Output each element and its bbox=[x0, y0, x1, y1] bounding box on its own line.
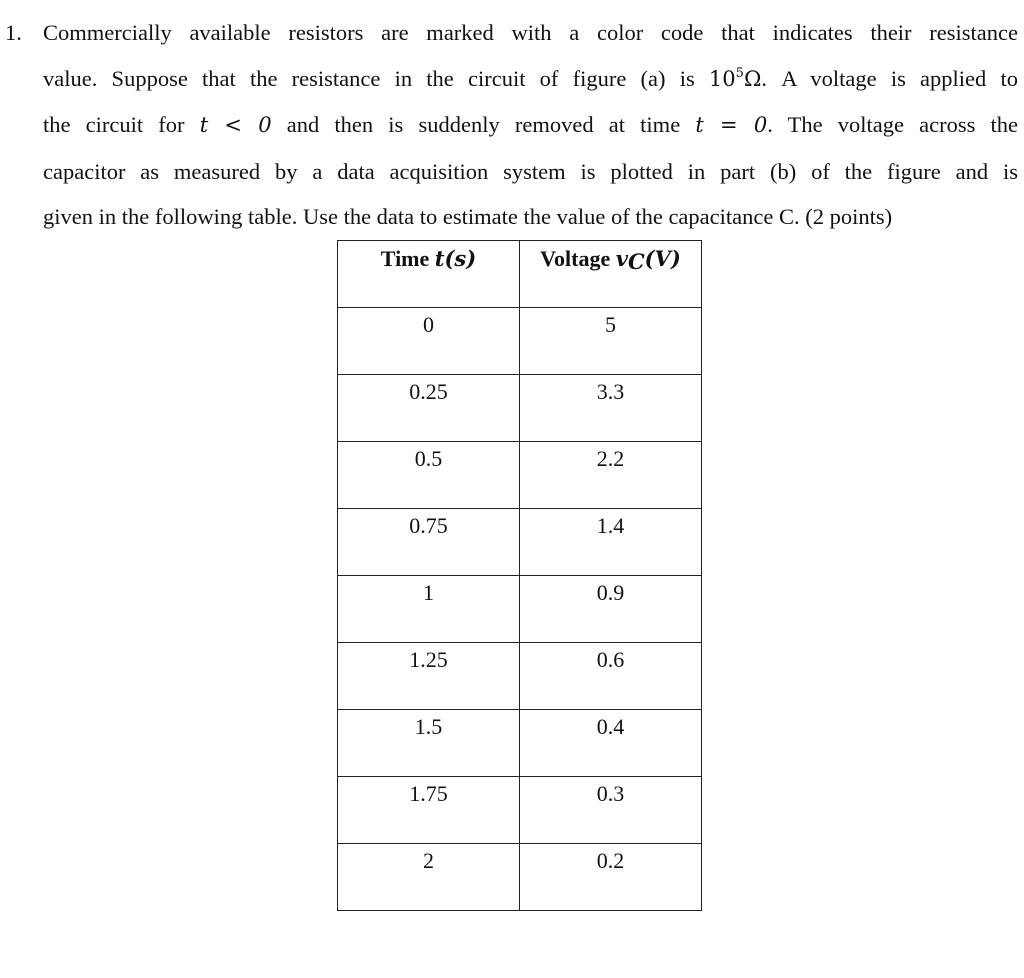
voltage-cell: 3.3 bbox=[520, 375, 702, 442]
time-cell: 0.5 bbox=[338, 442, 520, 509]
line-text: and then is suddenly removed at time bbox=[271, 112, 696, 137]
line-text: value. Suppose that the resistance in the circuit of figure (a) is bbox=[43, 65, 709, 91]
table-row bbox=[338, 844, 702, 911]
header-time-label: Time bbox=[380, 246, 435, 271]
time-cell: 1.25 bbox=[338, 643, 520, 710]
voltage-cell: 0.4 bbox=[520, 710, 702, 777]
voltage-cell: 0.6 bbox=[520, 643, 702, 710]
table-row bbox=[338, 442, 702, 509]
voltage-cell: 0.2 bbox=[520, 844, 702, 911]
voltage-cell: 5 bbox=[520, 308, 702, 375]
line-text: given in the following table. Use the data to estimate the value of the capacitance C. (2 points) bbox=[43, 204, 893, 229]
line-text: . A voltage is applied to bbox=[761, 65, 1018, 91]
data-table bbox=[337, 240, 702, 911]
time-cell: 0.75 bbox=[338, 509, 520, 576]
voltage-cell: 2.2 bbox=[520, 442, 702, 509]
table-row bbox=[338, 375, 702, 442]
header-voltage-sub: C bbox=[627, 249, 645, 274]
time-condition-math: t < 0 bbox=[199, 113, 272, 137]
voltage-cell: 0.9 bbox=[520, 576, 702, 643]
problem-line-4 bbox=[43, 149, 1018, 195]
header-voltage-label: Voltage bbox=[540, 246, 616, 271]
ohm-symbol: Ω bbox=[743, 66, 762, 91]
resistance-value bbox=[709, 67, 761, 91]
line-text: Commercially available resistors are marked with a color code that indicates their resistance bbox=[43, 20, 1018, 45]
header-time-var: t bbox=[434, 246, 445, 271]
problem-line-1 bbox=[43, 10, 1018, 56]
time-cell: 2 bbox=[338, 844, 520, 911]
table-row bbox=[338, 777, 702, 844]
voltage-cell: 0.3 bbox=[520, 777, 702, 844]
problem-text bbox=[43, 10, 1018, 240]
table-row bbox=[338, 643, 702, 710]
header-voltage-unit: (V) bbox=[644, 246, 681, 271]
line-text: capacitor as measured by a data acquisition system is plotted in part (b) of the figure and is bbox=[43, 158, 1018, 184]
table-row bbox=[338, 308, 702, 375]
time-cell: 1.75 bbox=[338, 777, 520, 844]
resistance-base: 10 bbox=[708, 66, 736, 91]
time-cell: 1 bbox=[338, 576, 520, 643]
header-time-unit: (s) bbox=[444, 246, 477, 271]
problem-line-3 bbox=[43, 102, 1018, 149]
table-row bbox=[338, 509, 702, 576]
problem-line-2 bbox=[43, 56, 1018, 103]
time-cell: 0 bbox=[338, 308, 520, 375]
line-text: the circuit for bbox=[43, 112, 200, 137]
table-row bbox=[338, 576, 702, 643]
header-time bbox=[338, 241, 520, 308]
table-header-row bbox=[338, 241, 702, 308]
table-row bbox=[338, 710, 702, 777]
problem-line-5 bbox=[43, 194, 1018, 240]
time-cell: 0.25 bbox=[338, 375, 520, 442]
voltage-cell: 1.4 bbox=[520, 509, 702, 576]
time-zero-math: t = 0 bbox=[695, 113, 768, 137]
resistance-exponent: 5 bbox=[735, 65, 744, 81]
header-voltage-var: v bbox=[615, 246, 628, 271]
problem-number: 1. bbox=[5, 20, 22, 45]
header-voltage bbox=[520, 241, 702, 308]
time-cell: 1.5 bbox=[338, 710, 520, 777]
line-text: . The voltage across the bbox=[767, 112, 1018, 137]
